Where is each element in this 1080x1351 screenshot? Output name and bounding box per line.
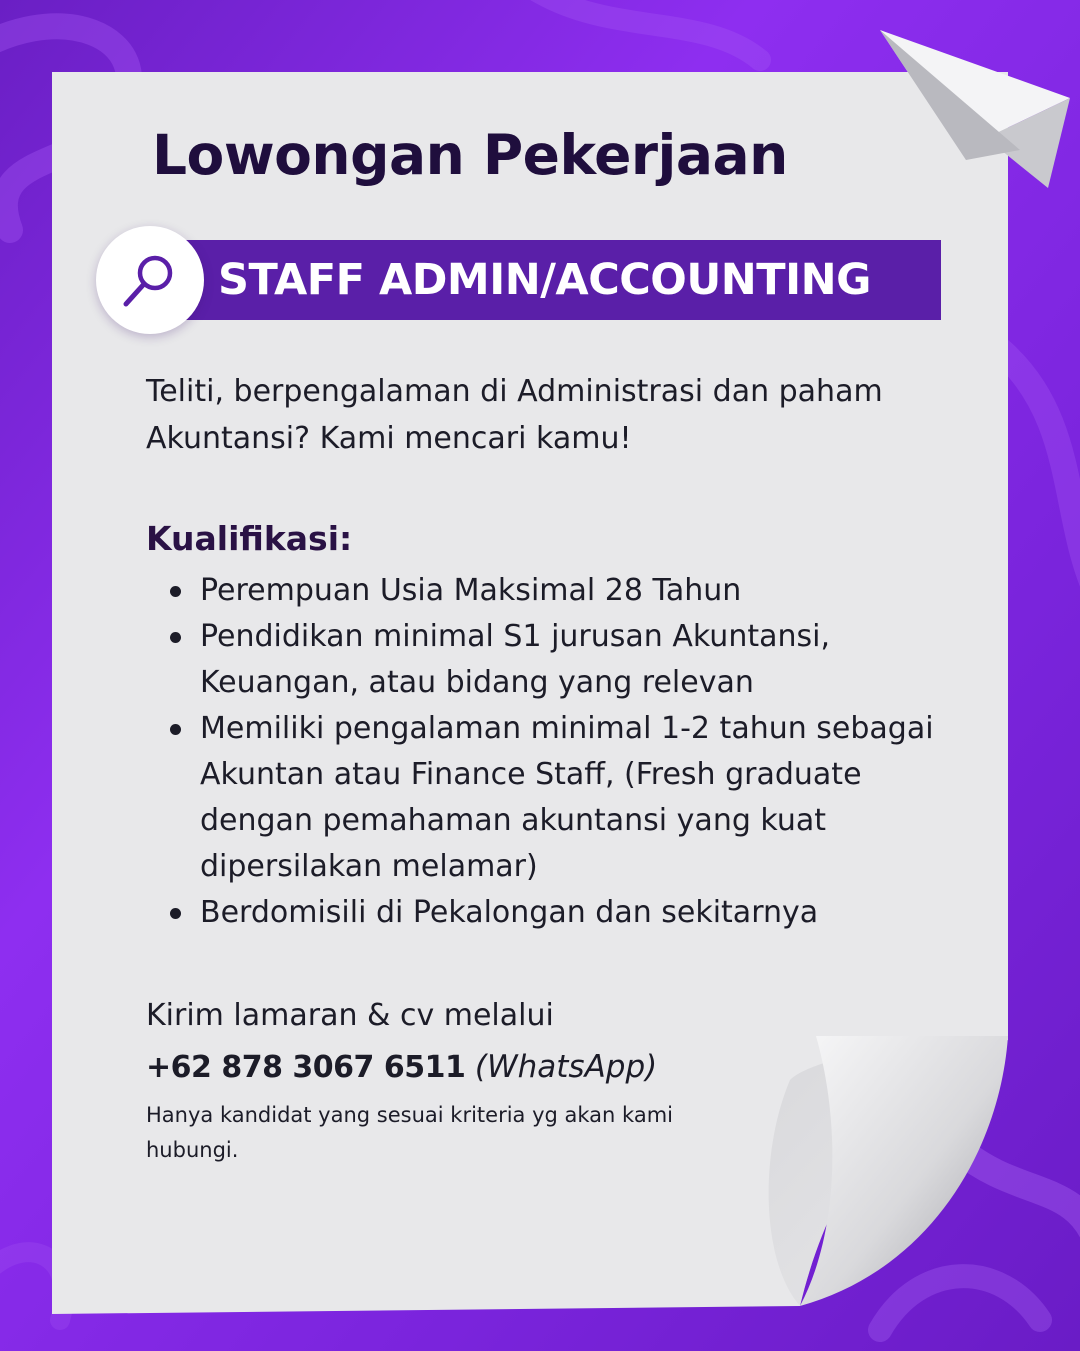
list-item <box>170 568 970 614</box>
contact-phone-line <box>146 1044 657 1091</box>
qualifications-heading: Kualifikasi: <box>146 519 353 558</box>
intro-text: Teliti, berpengalaman di Administrasi dan paham Akuntansi? Kami mencari kamu! <box>146 374 883 456</box>
page-title: Lowongan Pekerjaan <box>152 123 788 187</box>
bullet-icon <box>170 632 181 643</box>
list-item-text: Perempuan Usia Maksimal 28 Tahun <box>200 573 742 608</box>
list-item <box>170 706 970 890</box>
phone-number: +62 878 3067 6511 <box>146 1050 466 1085</box>
list-item-text: Berdomisili di Pekalongan dan sekitarnya <box>200 895 819 930</box>
contact-note: Hanya kandidat yang sesuai kriteria yg akan kami hubungi. <box>146 1103 673 1162</box>
search-icon <box>120 250 180 310</box>
search-badge <box>96 226 204 334</box>
qualifications-list <box>170 568 970 936</box>
bullet-icon <box>170 908 181 919</box>
contact-instruction: Kirim lamaran & cv melalui <box>146 998 554 1033</box>
list-item <box>170 890 970 936</box>
position-title: STAFF ADMIN/ACCOUNTING <box>218 255 871 305</box>
list-item-text: Memiliki pengalaman minimal 1-2 tahun sebagai Akuntan atau Finance Staff, (Fresh graduate dengan pemahaman akuntansi yang kuat dipersilakan melamar) <box>200 711 934 884</box>
list-item-text: Pendidikan minimal S1 jurusan Akuntansi, Keuangan, atau bidang yang relevan <box>200 619 830 700</box>
contact-channel: (WhatsApp) <box>474 1049 658 1085</box>
paper-plane-icon <box>870 20 1080 190</box>
bullet-icon <box>170 586 181 597</box>
bullet-icon <box>170 724 181 735</box>
list-item <box>170 614 970 706</box>
